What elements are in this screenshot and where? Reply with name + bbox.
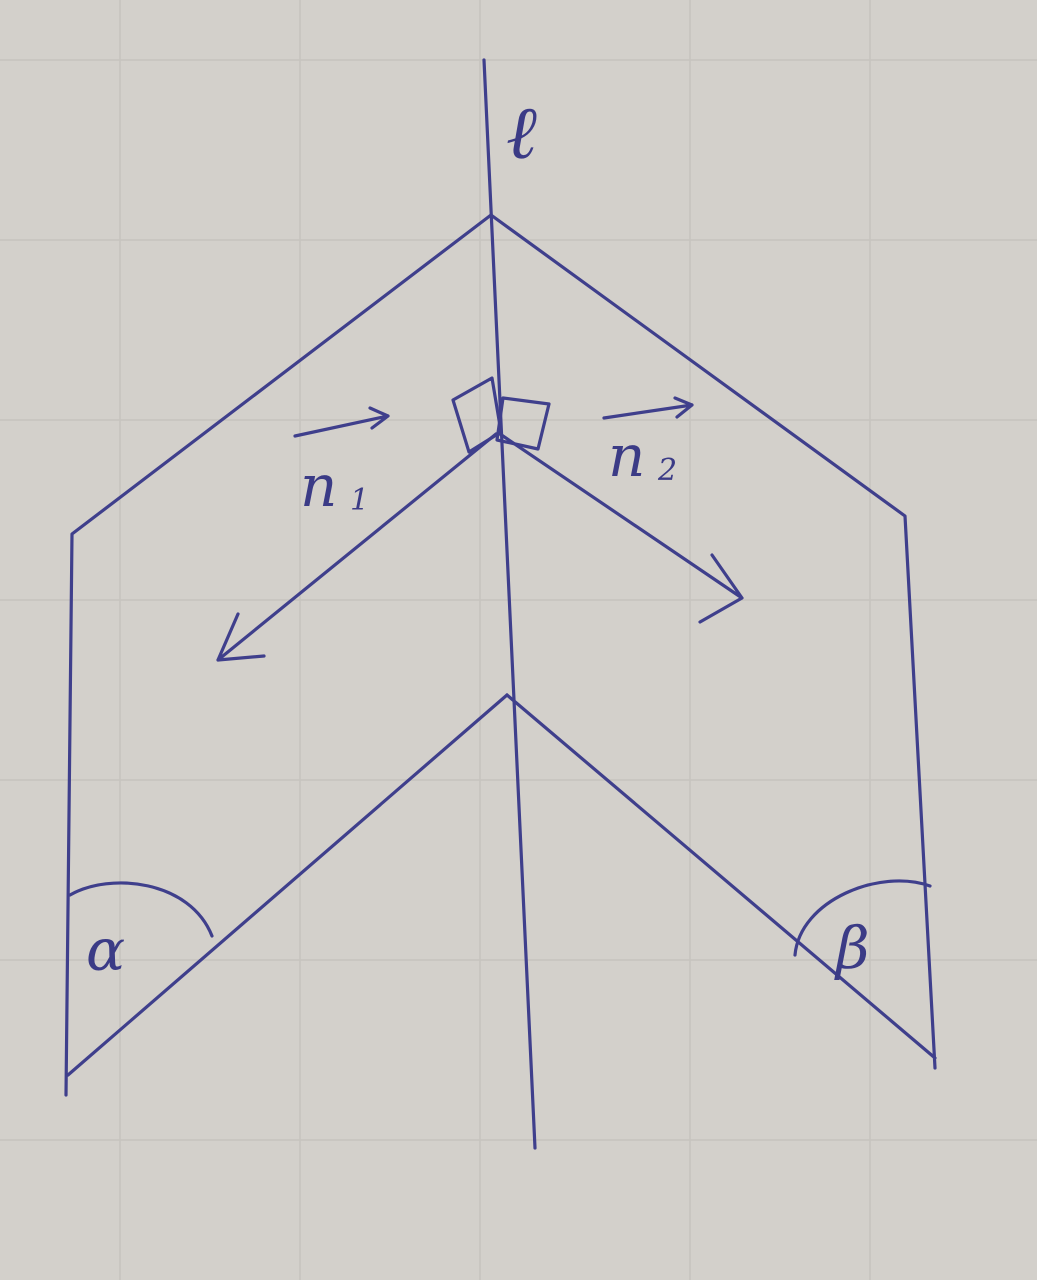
vector-arrow-over-n2 — [604, 398, 692, 418]
n1-letter: n — [300, 452, 338, 520]
n1-subscript: 1 — [350, 483, 370, 518]
n2-subscript: 2 — [658, 453, 678, 488]
angle-beta-label: β — [836, 914, 870, 982]
right-angle-mark-right — [497, 398, 549, 449]
line-l — [484, 60, 535, 1148]
normal-2-label — [604, 398, 692, 490]
left-plane-outline — [66, 215, 507, 1095]
n2-letter: n — [608, 422, 646, 490]
line-l-label: ℓ — [506, 90, 537, 176]
angle-alpha-label: α — [86, 916, 126, 984]
normal-1-label — [295, 408, 388, 520]
normal-vector-n1 — [218, 434, 496, 660]
vector-arrow-over-n1 — [295, 408, 388, 436]
right-angle-mark-left — [453, 378, 501, 452]
